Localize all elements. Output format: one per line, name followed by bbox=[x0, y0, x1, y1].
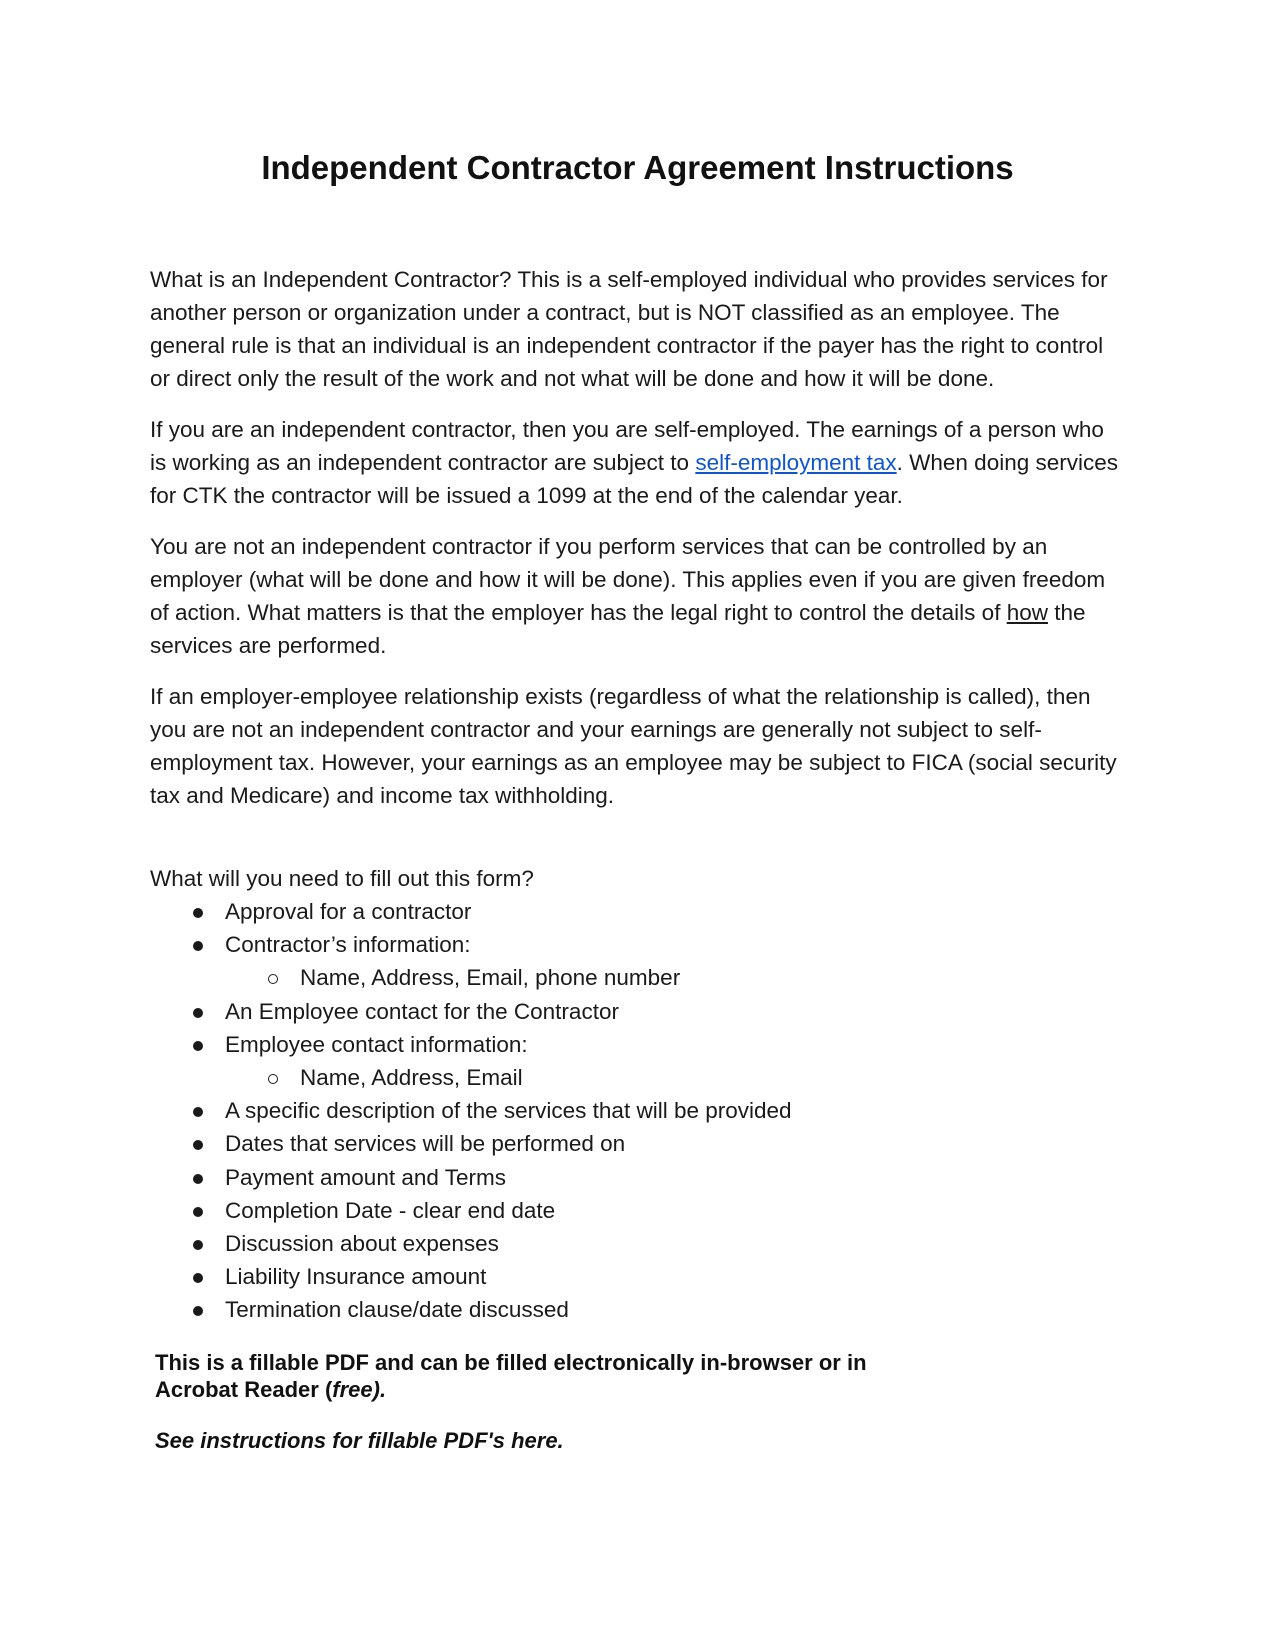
underlined-how: how bbox=[1006, 600, 1048, 625]
list-item bbox=[150, 1260, 792, 1293]
not-contractor-paragraph bbox=[150, 530, 1125, 662]
requirements-list bbox=[150, 895, 792, 1326]
list-item-label: Approval for a contractor bbox=[225, 899, 472, 924]
list-item-label: Dates that services will be performed on bbox=[225, 1131, 626, 1157]
bullet-icon bbox=[188, 1293, 208, 1326]
list-item-label: Liability Insurance amount bbox=[225, 1264, 487, 1290]
list-item-label: Employee contact information: bbox=[225, 1031, 528, 1057]
paragraph-text: You are not an independent contractor if you perform services that can be controlled by an employer (what will be done and how it will be done). This applies even if you are given freedom of action. What matters is that the employer has the legal right to control the details of bbox=[150, 534, 1106, 625]
list-item bbox=[150, 1127, 792, 1160]
list-item bbox=[150, 1293, 792, 1326]
sub-list-item bbox=[150, 1061, 792, 1094]
list-item-label: Contractor’s information: bbox=[225, 932, 471, 958]
bullet-icon bbox=[188, 1227, 208, 1260]
bullet-icon bbox=[188, 1260, 208, 1293]
list-item-label: Discussion about expenses bbox=[225, 1230, 499, 1256]
note-text: Acrobat Reader ( bbox=[155, 1377, 333, 1402]
paragraph-text: the services are performed. bbox=[150, 600, 1086, 658]
hollow-bullet-icon bbox=[263, 1061, 283, 1094]
list-item bbox=[150, 1094, 792, 1127]
list-item bbox=[150, 1194, 792, 1227]
list-item-label: An Employee contact for the Contractor bbox=[225, 998, 619, 1024]
self-employment-tax-link[interactable]: self-employment tax bbox=[695, 450, 897, 475]
page-title: Independent Contractor Agreement Instructions bbox=[261, 149, 1014, 186]
list-item-label: Completion Date - clear end date bbox=[225, 1197, 556, 1223]
list-item-label: Name, Address, Email bbox=[300, 1064, 523, 1090]
list-item bbox=[150, 895, 792, 928]
note-free-text: free). bbox=[332, 1377, 387, 1402]
hollow-bullet-icon bbox=[263, 961, 283, 994]
requirements-heading: What will you need to fill out this form? bbox=[150, 866, 534, 891]
fillable-instructions-link[interactable]: See instructions for fillable PDF's here. bbox=[155, 1428, 564, 1453]
bullet-icon bbox=[188, 895, 208, 928]
paragraph-text: . When doing services for CTK the contractor will be issued a 1099 at the end of the calendar year. bbox=[150, 450, 1119, 508]
bullet-icon bbox=[188, 1194, 208, 1227]
bullet-icon bbox=[188, 1161, 208, 1194]
definition-paragraph: What is an Independent Contractor? This is a self-employed individual who provides services for another person or organization under a contract, but is NOT classified as an employee. The general rule is that an individual is an independent contractor if the payer has the right to control or direct only the result of the work and not what will be done and how it will be done. bbox=[150, 267, 1108, 391]
bullet-icon bbox=[188, 928, 208, 961]
fillable-pdf-note bbox=[155, 1349, 955, 1403]
bullet-icon bbox=[188, 1028, 208, 1061]
bullet-icon bbox=[188, 1127, 208, 1160]
list-item-label: Termination clause/date discussed bbox=[225, 1297, 569, 1323]
bullet-icon bbox=[188, 1094, 208, 1127]
paragraph-text: If you are an independent contractor, then you are self-employed. The earnings of a person who is working as an independent contractor are subject to bbox=[150, 417, 1104, 475]
bullet-icon bbox=[188, 995, 208, 1028]
list-item-label: Payment amount and Terms bbox=[225, 1164, 506, 1190]
self-employed-paragraph bbox=[150, 413, 1125, 512]
note-text: This is a fillable PDF and can be filled electronically in-browser or in bbox=[155, 1350, 867, 1375]
list-item bbox=[150, 1161, 792, 1194]
list-item-label: Name, Address, Email, phone number bbox=[300, 965, 681, 991]
list-item-label: A specific description of the services that will be provided bbox=[225, 1098, 792, 1124]
employer-employee-paragraph: If an employer-employee relationship exists (regardless of what the relationship is called), then you are not an independent contractor and your earnings are generally not subject to self-employment tax. However, your earnings as an employee may be subject to FICA (social security tax and Medicare) and income tax withholding. bbox=[150, 684, 1117, 808]
sub-list-item bbox=[150, 961, 792, 994]
list-item bbox=[150, 928, 792, 961]
list-item bbox=[150, 1227, 792, 1260]
list-item bbox=[150, 1028, 792, 1061]
list-item bbox=[150, 995, 792, 1028]
